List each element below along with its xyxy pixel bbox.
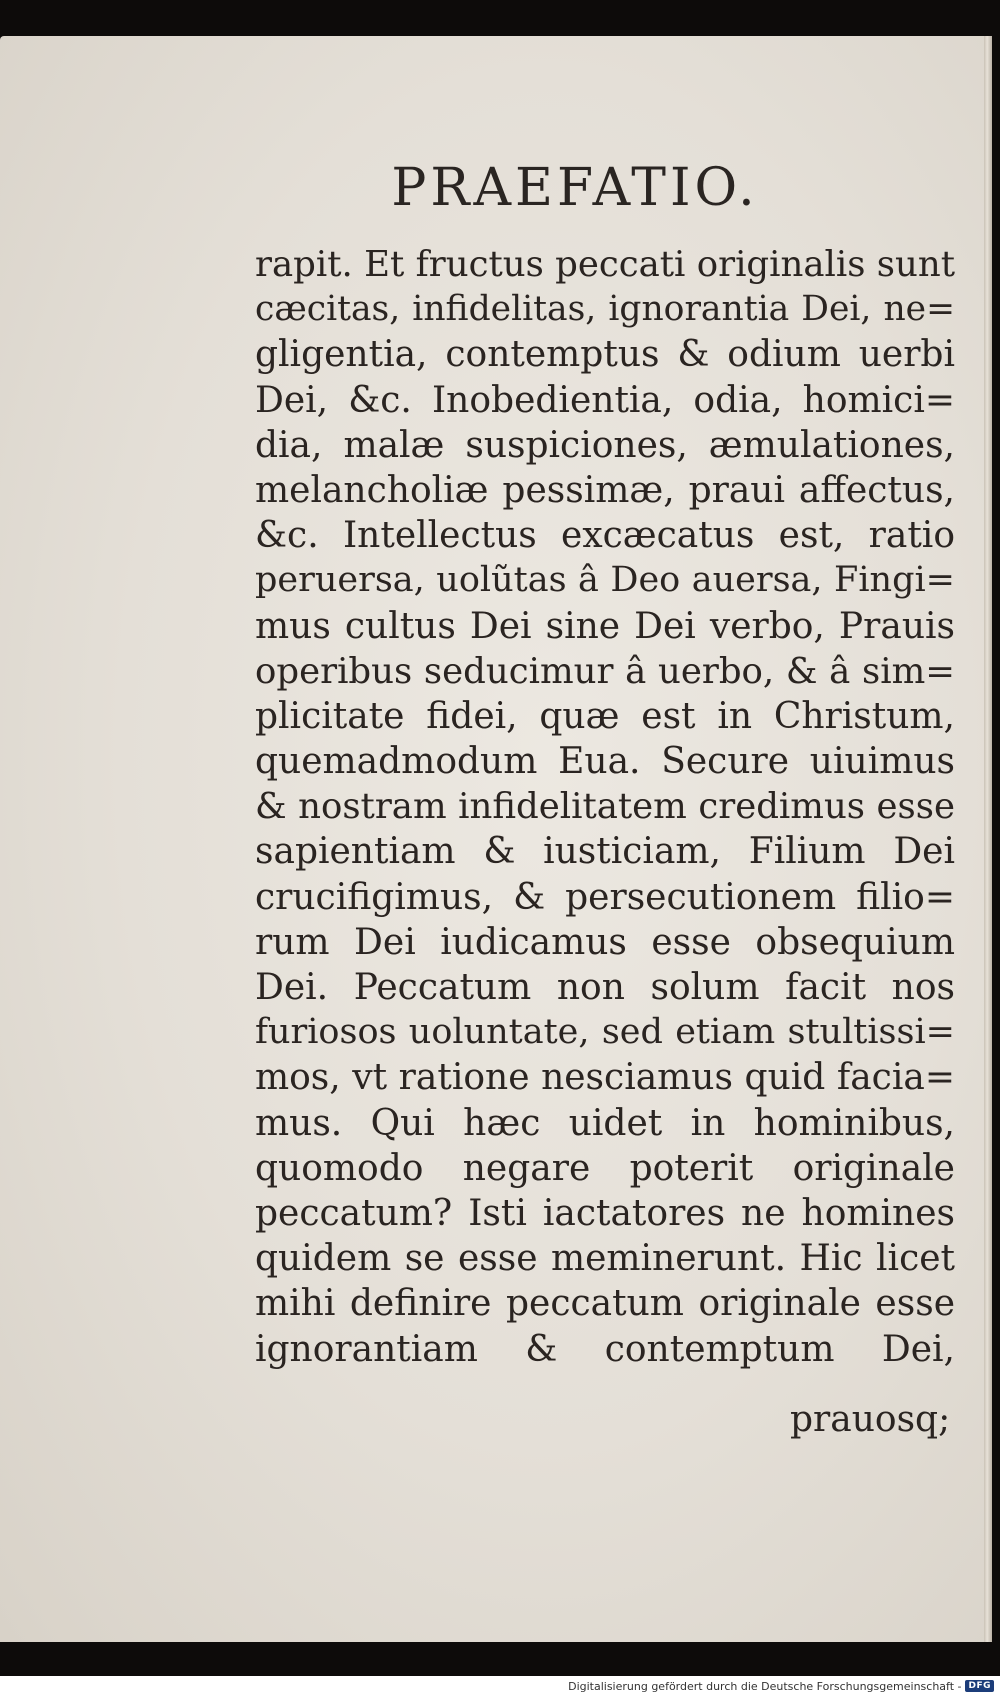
footer-bar <box>0 1676 1000 1696</box>
body-text <box>255 242 955 1372</box>
page-header: PRAEFATIO. <box>391 158 759 218</box>
text-line: mihi definire peccatum originale esse <box>255 1283 955 1325</box>
text-line: peccatum? Isti iactatores ne homines <box>255 1192 955 1234</box>
funding-credit: Digitalisierung gefördert durch die Deutsche Forschungsgemeinschaft - <box>568 1679 962 1693</box>
text-line: Dei, &c. Inobedientia, odia, homici= <box>255 379 955 421</box>
text-line: dia, malæ suspiciones, æmulationes, <box>255 424 955 466</box>
text-line: &c. Intellectus excæcatus est, ratio <box>255 515 955 557</box>
text-line: cæcitas, infidelitas, ignorantia Dei, ne= <box>255 289 955 330</box>
text-line: melancholiæ pessimæ, praui affectus, <box>255 469 955 511</box>
text-line: rapit. Et fructus peccati originalis sunt <box>255 244 955 285</box>
page-edge <box>984 36 992 1642</box>
text-line: plicitate fidei, quæ est in Christum, <box>255 695 955 737</box>
text-line: peruersa, uolũtas â Deo auersa, Fingi= <box>255 560 955 601</box>
text-line: gligentia, contemptus & odium uerbi <box>255 334 955 376</box>
dfg-logo-icon: DFG <box>965 1680 994 1692</box>
footer <box>568 1676 994 1696</box>
text-line: quidem se esse meminerunt. Hic licet <box>255 1238 955 1280</box>
catchword: prauosq; <box>790 1399 951 1440</box>
text-line: mos, vt ratione nesciamus quid facia= <box>255 1057 955 1099</box>
text-line: operibus seducimur â uerbo, & â sim= <box>255 650 955 692</box>
text-line: rum Dei iudicamus esse obsequium <box>255 921 955 963</box>
text-line: quomodo negare poterit originale <box>255 1147 955 1189</box>
text-line: mus cultus Dei sine Dei verbo, Prauis <box>255 605 955 647</box>
book-page <box>0 36 992 1642</box>
text-line: & nostram infidelitatem credimus esse <box>255 786 955 828</box>
text-line: quemadmodum Eua. Secure uiuimus <box>255 741 955 783</box>
text-line: crucifigimus, & persecutionem filio= <box>255 876 955 918</box>
text-line: mus. Qui hæc uidet in hominibus, <box>255 1102 955 1144</box>
text-line: Dei. Peccatum non solum facit nos <box>255 967 955 1008</box>
text-line: sapientiam & iusticiam, Filium Dei <box>255 831 955 873</box>
text-line: ignorantiam & contemptum Dei, <box>255 1328 955 1370</box>
text-line: furiosos uoluntate, sed etiam stultissi= <box>255 1012 955 1053</box>
